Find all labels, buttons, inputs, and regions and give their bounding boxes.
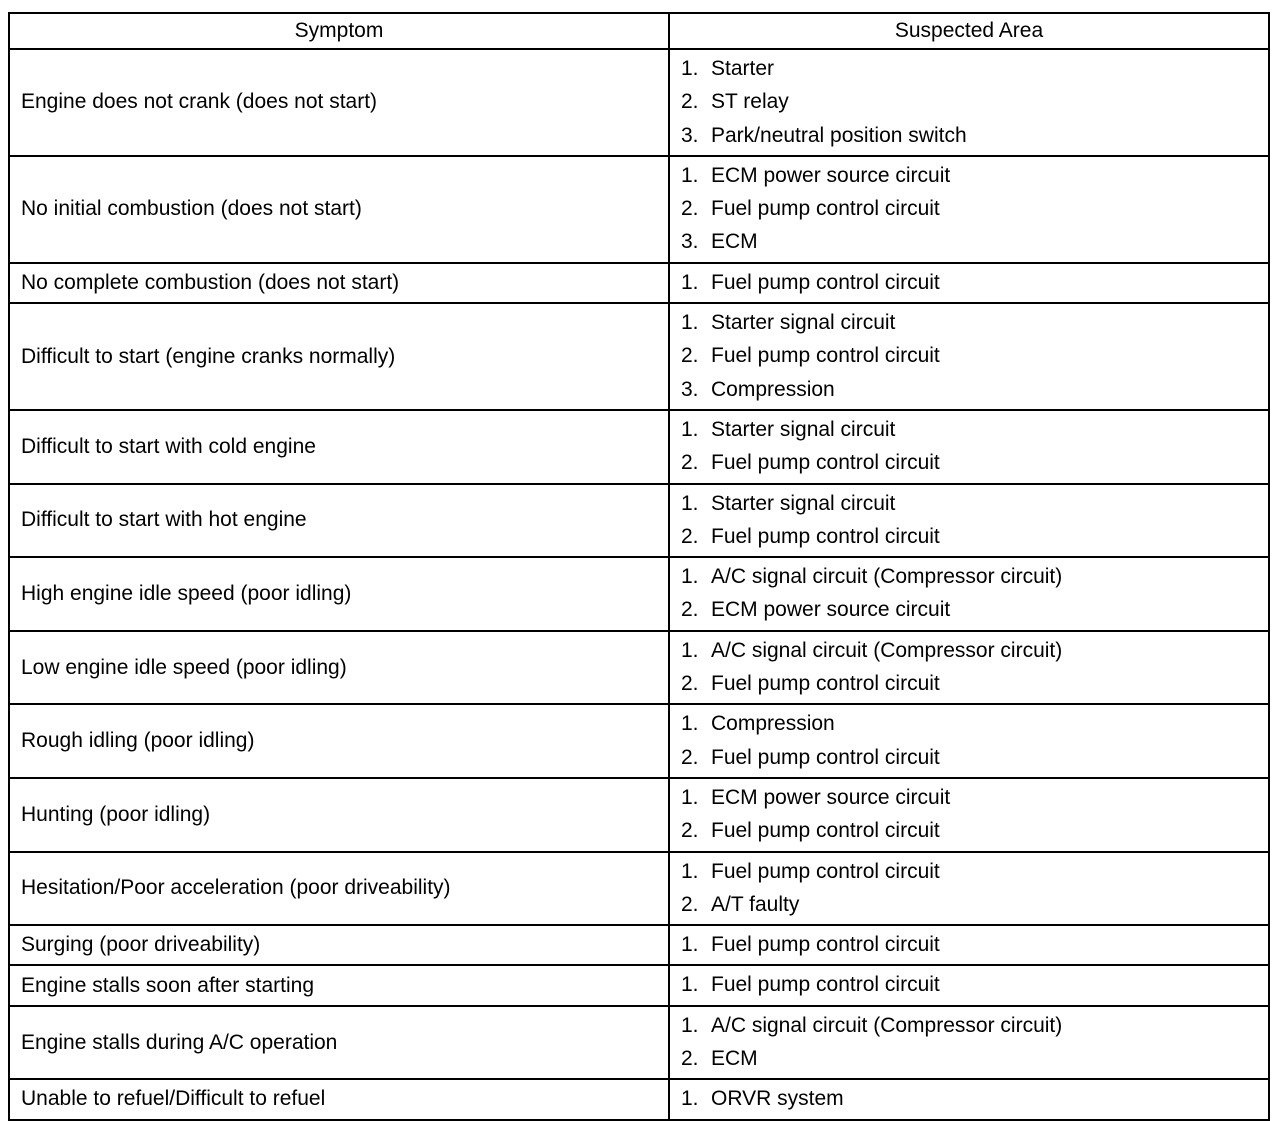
table-row [9,704,1269,778]
item-number: 2. [681,451,699,475]
item-text: ECM power source circuit [711,785,951,809]
table-row [9,965,1269,1005]
suspected-area-item [681,52,1268,85]
suspected-area-cell [669,852,1269,926]
suspected-area-cell [669,263,1269,303]
suspected-area-item [681,855,1268,888]
symptom-table [8,12,1270,1121]
suspected-area-cell [669,557,1269,631]
item-number: 2. [681,892,699,916]
header-row [9,13,1269,49]
item-number: 2. [681,819,699,843]
item-number: 2. [681,90,699,114]
suspected-area-item [681,339,1268,372]
item-number: 1. [681,565,699,589]
item-number: 2. [681,598,699,622]
suspected-area-cell [669,484,1269,558]
suspected-area-item [681,1042,1268,1075]
suspected-area-item [681,225,1268,258]
item-text: A/C signal circuit (Compressor circuit) [711,638,1063,662]
symptom-cell: No complete combustion (does not start) [9,263,669,303]
suspected-area-list [681,306,1268,406]
suspected-area-list [681,1082,1268,1115]
symptom-cell: High engine idle speed (poor idling) [9,557,669,631]
suspected-area-list [681,487,1268,554]
table-row [9,852,1269,926]
item-number: 2. [681,745,699,769]
table-row [9,156,1269,263]
item-number: 1. [681,1087,699,1111]
suspected-area-item [681,266,1268,299]
suspected-area-item [681,119,1268,152]
suspected-area-list [681,266,1268,299]
item-text: ECM [711,230,758,254]
suspected-area-item [681,814,1268,847]
item-number: 1. [681,417,699,441]
item-number: 2. [681,197,699,221]
item-number: 3. [681,377,699,401]
item-number: 3. [681,230,699,254]
item-text: A/T faulty [711,892,800,916]
suspected-area-list [681,855,1268,922]
symptom-cell: Surging (poor driveability) [9,925,669,965]
symptom-cell: Hunting (poor idling) [9,778,669,852]
symptom-cell: Difficult to start with cold engine [9,410,669,484]
item-text: Fuel pump control circuit [711,270,940,294]
table-row [9,484,1269,558]
item-text: Compression [711,712,835,736]
table-header [9,13,1269,49]
suspected-area-item [681,373,1268,406]
item-number: 3. [681,123,699,147]
item-text: Fuel pump control circuit [711,344,940,368]
table-body [9,49,1269,1120]
suspected-area-item [681,634,1268,667]
symptom-cell: Engine stalls during A/C operation [9,1006,669,1080]
item-text: Fuel pump control circuit [711,933,940,957]
suspected-area-cell [669,965,1269,1005]
item-text: A/C signal circuit (Compressor circuit) [711,565,1063,589]
item-number: 1. [681,311,699,335]
suspected-area-item [681,159,1268,192]
item-text: ORVR system [711,1087,844,1111]
suspected-area-item [681,1009,1268,1042]
table-row [9,1079,1269,1119]
table-row [9,263,1269,303]
suspected-area-item [681,487,1268,520]
item-text: A/C signal circuit (Compressor circuit) [711,1013,1063,1037]
item-text: Fuel pump control circuit [711,973,940,997]
suspected-area-cell [669,410,1269,484]
suspected-area-item [681,446,1268,479]
item-text: ECM power source circuit [711,598,951,622]
item-text: ECM power source circuit [711,163,951,187]
suspected-area-list [681,413,1268,480]
table-row [9,49,1269,156]
suspected-area-item [681,520,1268,553]
suspected-area-list [681,560,1268,627]
item-number: 2. [681,524,699,548]
suspected-area-item [681,85,1268,118]
table-row [9,631,1269,705]
suspected-area-list [681,707,1268,774]
table-row [9,303,1269,410]
column-header-suspected-area: Suspected Area [669,13,1269,49]
suspected-area-item [681,1082,1268,1115]
item-text: Fuel pump control circuit [711,819,940,843]
suspected-area-list [681,781,1268,848]
item-number: 1. [681,57,699,80]
item-number: 1. [681,491,699,515]
suspected-area-item [681,560,1268,593]
suspected-area-cell [669,1079,1269,1119]
suspected-area-item [681,593,1268,626]
item-number: 2. [681,1047,699,1071]
item-text: Fuel pump control circuit [711,859,940,883]
symptom-cell: No initial combustion (does not start) [9,156,669,263]
suspected-area-list [681,968,1268,1001]
item-text: Starter signal circuit [711,311,896,335]
suspected-area-item [681,968,1268,1001]
table-row [9,557,1269,631]
suspected-area-cell [669,303,1269,410]
symptom-cell: Hesitation/Poor acceleration (poor driveability) [9,852,669,926]
item-text: Starter signal circuit [711,417,896,441]
suspected-area-list [681,1009,1268,1076]
item-text: ECM [711,1047,758,1071]
item-number: 2. [681,344,699,368]
item-text: Fuel pump control circuit [711,197,940,221]
item-text: Starter signal circuit [711,491,896,515]
suspected-area-cell [669,925,1269,965]
item-number: 1. [681,638,699,662]
item-number: 1. [681,973,699,997]
table-row [9,410,1269,484]
column-header-symptom: Symptom [9,13,669,49]
suspected-area-cell [669,49,1269,156]
item-text: Park/neutral position switch [711,123,967,147]
item-number: 1. [681,1013,699,1037]
item-text: Starter [711,57,775,80]
suspected-area-item [681,741,1268,774]
suspected-area-cell [669,1006,1269,1080]
item-text: Fuel pump control circuit [711,451,940,475]
suspected-area-cell [669,704,1269,778]
item-number: 1. [681,712,699,736]
item-number: 2. [681,672,699,696]
item-text: ST relay [711,90,789,114]
symptom-cell: Rough idling (poor idling) [9,704,669,778]
suspected-area-item [681,781,1268,814]
symptom-cell: Difficult to start with hot engine [9,484,669,558]
symptom-cell: Engine stalls soon after starting [9,965,669,1005]
suspected-area-cell [669,631,1269,705]
suspected-area-item [681,667,1268,700]
suspected-area-cell [669,778,1269,852]
item-number: 1. [681,785,699,809]
suspected-area-list [681,634,1268,701]
table-row [9,1006,1269,1080]
suspected-area-list [681,52,1268,152]
suspected-area-item [681,707,1268,740]
table-row [9,778,1269,852]
symptom-cell: Engine does not crank (does not start) [9,49,669,156]
suspected-area-item [681,928,1268,961]
suspected-area-list [681,928,1268,961]
table-row [9,925,1269,965]
symptom-cell: Difficult to start (engine cranks normally) [9,303,669,410]
item-number: 1. [681,933,699,957]
item-number: 1. [681,163,699,187]
item-text: Fuel pump control circuit [711,524,940,548]
item-text: Fuel pump control circuit [711,745,940,769]
symptom-cell: Unable to refuel/Difficult to refuel [9,1079,669,1119]
suspected-area-list [681,159,1268,259]
suspected-area-item [681,413,1268,446]
item-text: Compression [711,377,835,401]
item-text: Fuel pump control circuit [711,672,940,696]
suspected-area-item [681,306,1268,339]
suspected-area-cell [669,156,1269,263]
symptom-cell: Low engine idle speed (poor idling) [9,631,669,705]
suspected-area-item [681,888,1268,921]
item-number: 1. [681,270,699,294]
item-number: 1. [681,859,699,883]
suspected-area-item [681,192,1268,225]
